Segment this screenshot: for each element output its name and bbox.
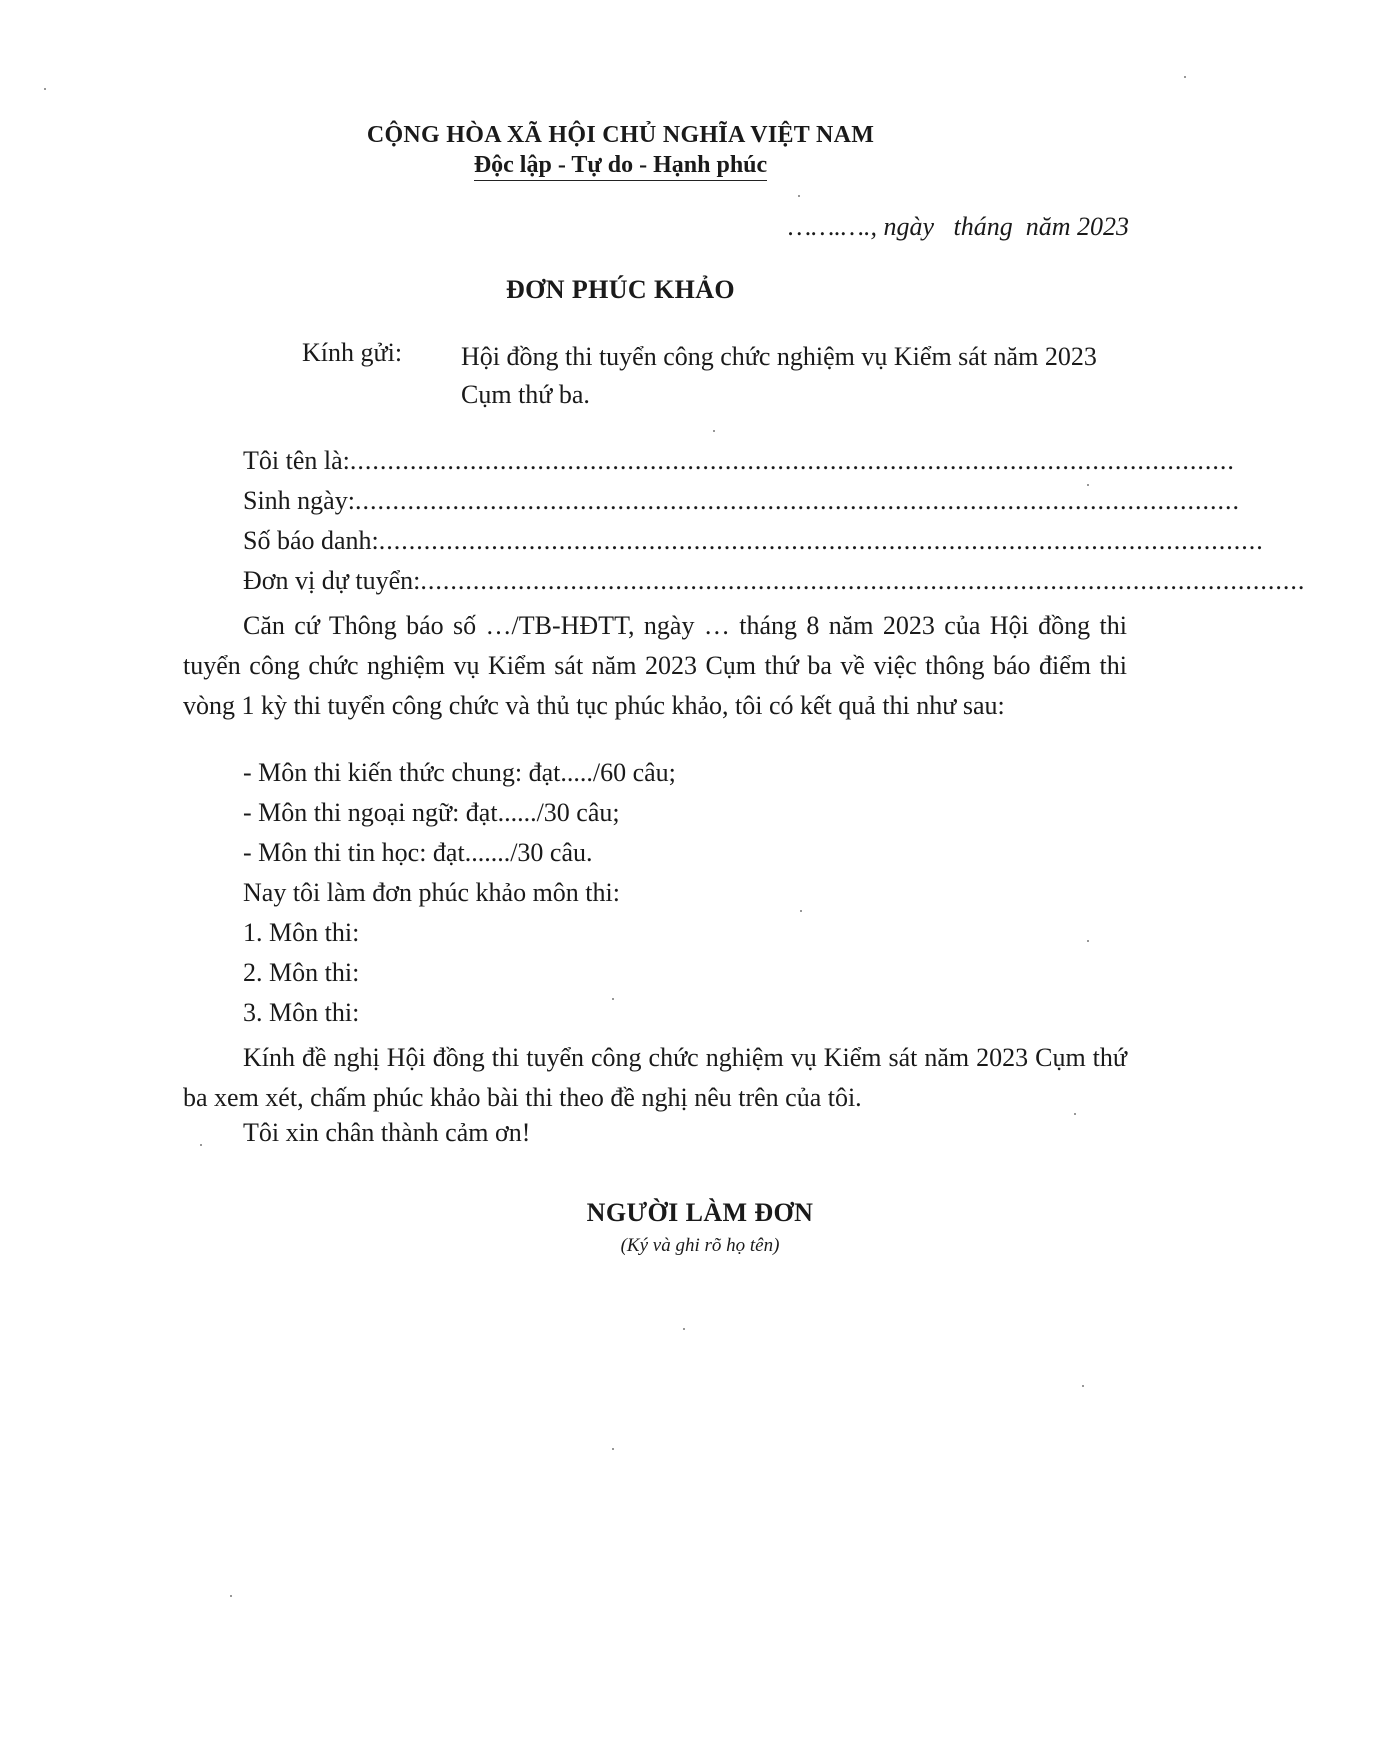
- field-label: Đơn vị dự tuyển:: [243, 566, 421, 595]
- scan-speck: [1087, 940, 1089, 942]
- recipient-label: Kính gửi:: [302, 338, 403, 367]
- scan-speck: [44, 88, 46, 90]
- field-candidate-number: [243, 526, 1264, 556]
- national-motto: [0, 152, 1241, 179]
- scan-speck: [200, 1144, 202, 1146]
- subject-line-3: 3. Môn thi:: [243, 998, 360, 1027]
- scan-speck: [1074, 1113, 1076, 1115]
- signature-title: NGƯỜI LÀM ĐƠN: [586, 1198, 814, 1227]
- field-label: Sinh ngày:: [243, 486, 355, 515]
- motto-text: Độc lập - Tự do - Hạnh phúc: [474, 152, 767, 181]
- national-title: CỘNG HÒA XÃ HỘI CHỦ NGHĨA VIỆT NAM: [366, 122, 875, 148]
- field-applying-unit: [243, 566, 1306, 596]
- fill-in-dots: ......................................................................................................................: [420, 566, 1306, 595]
- scan-speck: [798, 195, 800, 197]
- document-title: ĐƠN PHÚC KHẢO: [505, 275, 736, 304]
- recipient-body: Hội đồng thi tuyển công chức nghiệm vụ Kiểm sát năm 2023 Cụm thứ ba.: [461, 342, 1097, 409]
- result-informatics: - Môn thi tin học: đạt......./30 câu.: [243, 838, 593, 867]
- result-foreign-language: - Môn thi ngoại ngữ: đạt....../30 câu;: [243, 798, 620, 827]
- field-label: Tôi tên là:: [243, 446, 350, 475]
- fill-in-dots: ......................................................................................................................: [378, 526, 1264, 555]
- scan-speck: [1082, 1385, 1084, 1387]
- scan-speck: [612, 1448, 614, 1450]
- thanks-line: Tôi xin chân thành cảm ơn!: [243, 1118, 531, 1147]
- field-full-name: [243, 446, 1235, 476]
- subject-line-2: 2. Môn thi:: [243, 958, 360, 987]
- subject-line-1: 1. Môn thi:: [243, 918, 360, 947]
- scan-speck: [612, 998, 614, 1000]
- fill-in-dots: ......................................................................................................................: [354, 486, 1240, 515]
- field-label: Số báo danh:: [243, 526, 379, 555]
- signature-note: (Ký và ghi rõ họ tên): [620, 1235, 780, 1256]
- proposal-paragraph: Kính đề nghị Hội đồng thi tuyển công chức nghiệm vụ Kiểm sát năm 2023 Cụm thứ ba xem xét, chấm phúc khảo bài thi theo đề nghị nêu trên của tôi.: [183, 1043, 1127, 1112]
- scan-speck: [800, 910, 802, 912]
- fill-in-dots: ......................................................................................................................: [349, 446, 1235, 475]
- scan-speck: [1087, 484, 1089, 486]
- scan-speck: [713, 430, 715, 432]
- scan-speck: [683, 1328, 685, 1330]
- intro-paragraph: Căn cứ Thông báo số …/TB-HĐTT, ngày … tháng 8 năm 2023 của Hội đồng thi tuyển công chức nghiệm vụ Kiểm sát năm 2023 Cụm thứ ba về việc thông báo điểm thi vòng 1 kỳ thi tuyển công chức và thủ tục phúc khảo, tôi có kết quả thi như sau:: [183, 611, 1127, 720]
- place-date-line: …….…., ngày tháng năm 2023: [788, 212, 1129, 241]
- field-date-of-birth: [243, 486, 1240, 516]
- scan-speck: [1184, 76, 1186, 78]
- request-intro: Nay tôi làm đơn phúc khảo môn thi:: [243, 878, 620, 907]
- result-general-knowledge: - Môn thi kiến thức chung: đạt...../60 câu;: [243, 758, 676, 787]
- scan-speck: [230, 1595, 232, 1597]
